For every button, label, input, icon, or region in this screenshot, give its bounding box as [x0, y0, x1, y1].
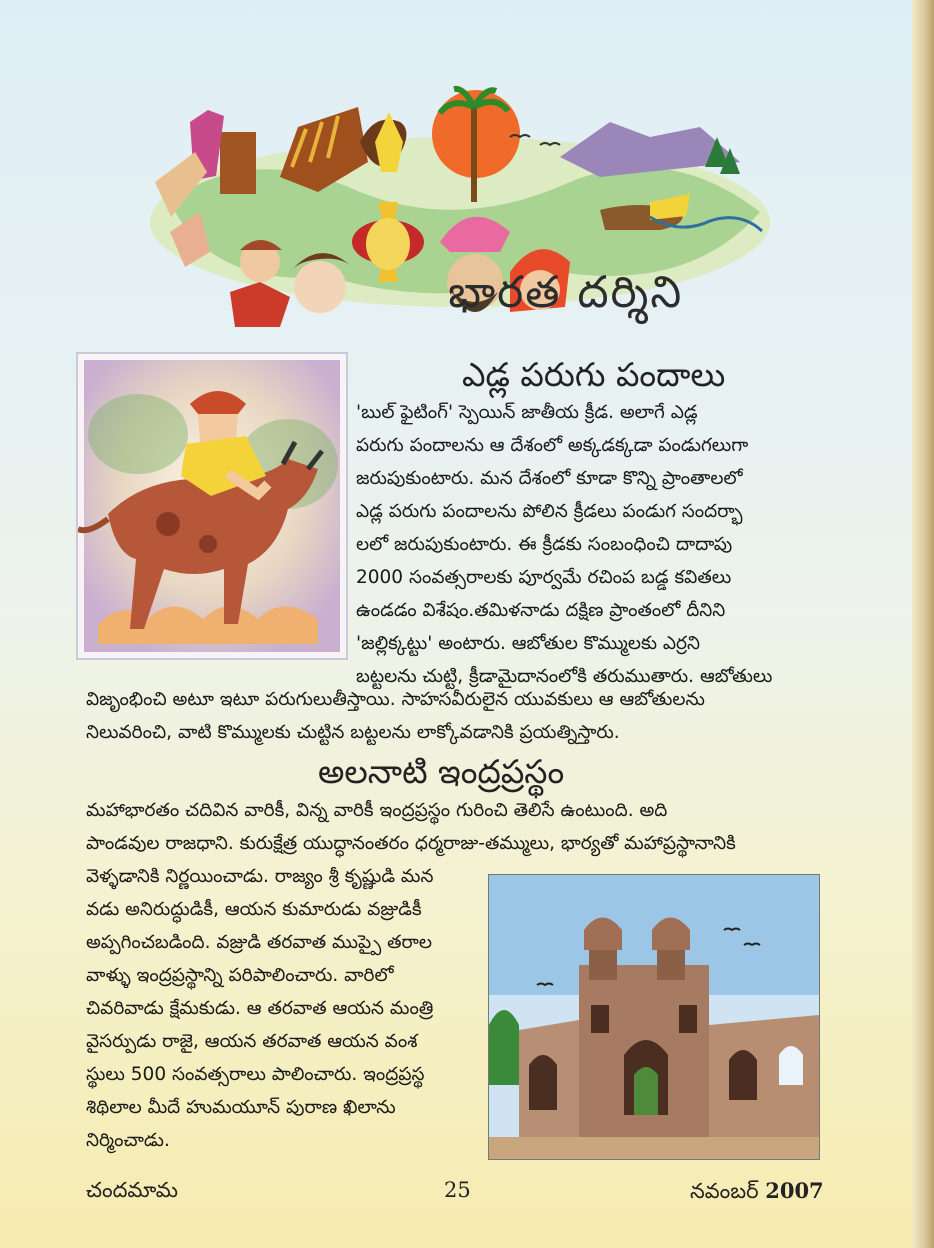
fort-ruins-illustration [488, 874, 820, 1160]
text-line: స్థులు 500 సంవత్సరాలు పాలించారు. ఇంద్రప్రస్థ [86, 1064, 425, 1085]
fort-ruins-art [489, 875, 819, 1159]
text-line: నిర్మించాడు. [86, 1130, 170, 1151]
indraprastha-full-text [86, 794, 846, 860]
text-line: మహాభారతం చదివిన వారికీ, విన్న వారికీ ఇంద్రప్రస్థం గురించి తెలిసే ఉంటుంది. అది [86, 800, 668, 821]
indraprastha-wrapped-text [86, 860, 481, 1157]
text-line: పరుగు పందాలను ఆ దేశంలో అక్కడక్కడా పండుగలుగా [356, 435, 749, 456]
bull-race-wrapped-text [356, 396, 836, 693]
text-line: 'జల్లిక్కట్టు' అంటారు. ఆబోతుల కొమ్ములకు ఎర్రని [356, 633, 700, 654]
text-line: నిలువరించి, వాటి కొమ్ములకు చుట్టిన బట్టలను లాక్కోవడానికి ప్రయత్నిస్తారు. [86, 722, 620, 743]
text-line: చివరివాడు క్షేమకుడు. ఆ తరవాత ఆయన మంత్రి [86, 998, 434, 1019]
article-heading-bull-race: ఎడ్ల పరుగు పందాలు [462, 355, 726, 394]
text-line: వాళ్ళు ఇంద్రప్రస్థాన్ని పరిపాలించారు. వారిలో [86, 965, 394, 986]
section-title: భారత దర్శిని [448, 267, 684, 318]
bull-race-art [78, 354, 346, 658]
text-line: విజృంభించి అటూ ఇటూ పరుగులుతీస్తాయి. సాహసవీరులైన యువకులు ఆ ఆబోతులను [86, 689, 705, 710]
bull-race-full-text [86, 683, 846, 749]
text-line: వడు అనిరుద్ధుడికీ, ఆయన కుమారుడు వజ్రుడికీ [86, 899, 422, 920]
text-line: వైసర్పుడు రాజై, ఆయన తరవాత ఆయన వంశ [86, 1031, 418, 1052]
text-line: వెళ్ళడానికి నిర్ణయించాడు. రాజ్యం శ్రీ కృష్ణుడి మన [86, 866, 434, 887]
text-line: బట్టలను చుట్టి, క్రీడామైదానంలోకి తరుముతారు. ఆబోతులు [356, 666, 773, 687]
text-line: లలో జరుపుకుంటారు. ఈ క్రీడకు సంబంధించి దాదాపు [356, 534, 733, 555]
footer-issue-date [690, 1178, 824, 1209]
text-line: శిథిలాల మీదే హుమయూన్ పురాణ ఖిలాను [86, 1097, 396, 1118]
page-edge [912, 0, 934, 1248]
text-line: ఎడ్ల పరుగు పందాలను పోలిన క్రీడలు పండుగ సందర్భా [356, 501, 743, 522]
footer-magazine-name: చందమామ [86, 1178, 178, 1202]
banner-illustration [130, 82, 780, 332]
footer-page-number: 25 [444, 1178, 471, 1202]
footer-issue-year: 2007 [765, 1178, 824, 1203]
bull-race-illustration [76, 352, 348, 660]
text-line: ఉండడం విశేషం.తమిళనాడు దక్షిణ ప్రాంతంలో దీనిని [356, 600, 726, 621]
article-heading-indraprastha: అలనాటి ఇంద్రప్రస్థం [318, 752, 565, 791]
footer-issue-month: నవంబర్ [690, 1179, 759, 1203]
text-line: పాండవుల రాజధాని. కురుక్షేత్ర యుద్ధానంతరం ధర్మరాజు-తమ్ములు, భార్యతో మహాప్రస్థానానికి [86, 833, 736, 854]
text-line: 'బుల్ ఫైటింగ్' స్పెయిన్ జాతీయ క్రీడ. అలాగే ఎడ్ల [356, 402, 698, 423]
text-line: 2000 సంవత్సరాలకు పూర్వమే రచింప బడ్డ కవితలు [356, 567, 732, 588]
text-line: అప్పగించబడింది. వజ్రుడి తరవాత ముప్పై తరాల [86, 932, 432, 953]
text-line: జరుపుకుంటారు. మన దేశంలో కూడా కొన్ని ప్రాంతాలలో [356, 468, 743, 489]
